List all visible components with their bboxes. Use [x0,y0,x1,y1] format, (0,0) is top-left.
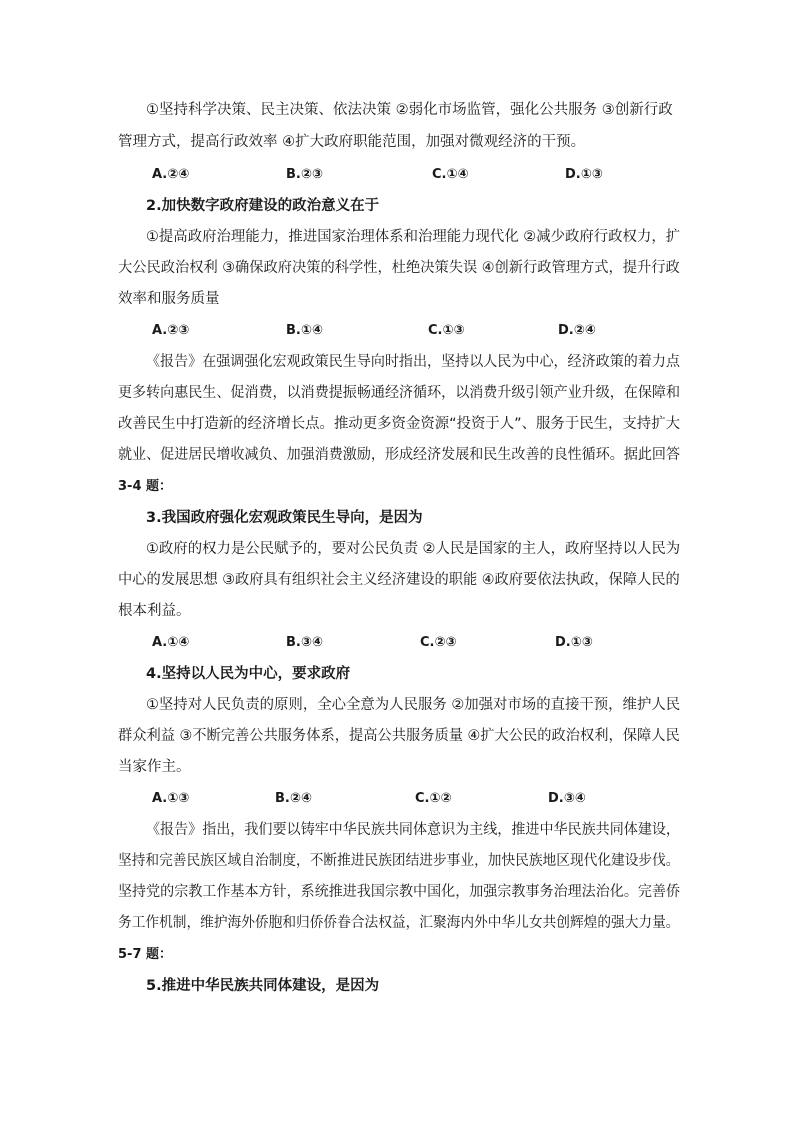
passage2-line-2: 坚持和完善民族区域自治制度，不断推进民族团结进步事业，加快民族地区现代化建设步伐。 [118,853,680,869]
q4-body-line-1: ①坚持对人民负责的原则，全心全意为人民服务 ②加强对市场的直接干预，维护人民 [146,697,681,713]
q4-option-a: A.①③ [152,791,190,806]
q1-body-line-2: 管理方式，提高行政效率 ④扩大政府职能范围，加强对微观经济的干预。 [118,134,586,150]
passage1-line-2: 更多转向惠民生、促消费，以消费提振畅通经济循环，以消费升级引领产业升级，在保障和 [118,385,681,401]
passage2-line-1: 《报告》指出，我们要以铸牢中华民族共同体意识为主线，推进中华民族共同体建设， [146,822,680,838]
q5-stem: 5.推进中华民族共同体建设，是因为 [146,978,380,994]
q3-option-a: A.①④ [152,635,190,650]
q3-body-line-2: 中心的发展思想 ③政府具有组织社会主义经济建设的职能 ④政府要依法执政，保障人民的 [118,572,680,588]
q4-body-line-3: 当家作主。 [118,759,191,775]
q4-option-d: D.③④ [548,791,586,806]
q2-option-a: A.②③ [152,323,190,338]
passage1-line-3: 改善民生中打造新的经济增长点。推动更多资金资源“投资于人”、服务于民生，支持扩大 [118,416,681,432]
passage1-line-4: 就业、促进居民增收减负、加强消费激励，形成经济发展和民生改善的良性循环。据此回答 [118,447,681,463]
q3-option-d: D.①③ [555,635,593,650]
q2-option-c: C.①③ [428,323,465,338]
q3-option-c: C.②③ [420,635,457,650]
q2-body-line-2: 大公民政治权利 ③确保政府决策的科学性，杜绝决策失误 ④创新行政管理方式，提升行政 [118,260,680,276]
q1-option-d: D.①③ [565,167,603,182]
q1-option-b: B.②③ [286,167,323,182]
passage2-question-range: 5-7 题： [118,947,173,962]
q1-option-a: A.②④ [152,167,190,182]
q4-body-line-2: 群众利益 ③不断完善公共服务体系，提高公共服务质量 ④扩大公民的政治权利，保障人民 [118,728,680,744]
q2-option-d: D.②④ [558,323,596,338]
passage1-question-range: 3-4 题： [118,479,173,494]
q2-body-line-3: 效率和服务质量 [118,291,220,307]
q2-stem: 2.加快数字政府建设的政治意义在于 [146,198,380,214]
q2-body-line-1: ①提高政府治理能力，推进国家治理体系和治理能力现代化 ②减少政府行政权力，扩 [146,229,681,245]
passage1-line-1: 《报告》在强调强化宏观政策民生导向时指出，坚持以人民为中心，经济政策的着力点 [146,354,680,370]
q2-option-b: B.①④ [286,323,323,338]
q4-stem: 4.坚持以人民为中心，要求政府 [146,666,351,682]
q4-option-b: B.②④ [275,791,312,806]
passage2-line-4: 务工作机制，维护海外侨胞和归侨侨眷合法权益，汇聚海内外中华儿女共创辉煌的强大力量。 [118,915,680,931]
q1-body-line-1: ①坚持科学决策、民主决策、依法决策 ②弱化市场监管，强化公共服务 ③创新行政 [146,102,673,118]
q4-option-c: C.①② [415,791,452,806]
q3-body-line-1: ①政府的权力是公民赋予的，要对公民负责 ②人民是国家的主人，政府坚持以人民为 [146,541,681,557]
q3-option-b: B.③④ [286,635,323,650]
q3-stem: 3.我国政府强化宏观政策民生导向，是因为 [146,510,423,526]
passage2-line-3: 坚持党的宗教工作基本方针，系统推进我国宗教中国化，加强宗教事务治理法治化。完善侨 [118,884,681,900]
q3-body-line-3: 根本利益。 [118,603,191,619]
q1-option-c: C.①④ [432,167,469,182]
